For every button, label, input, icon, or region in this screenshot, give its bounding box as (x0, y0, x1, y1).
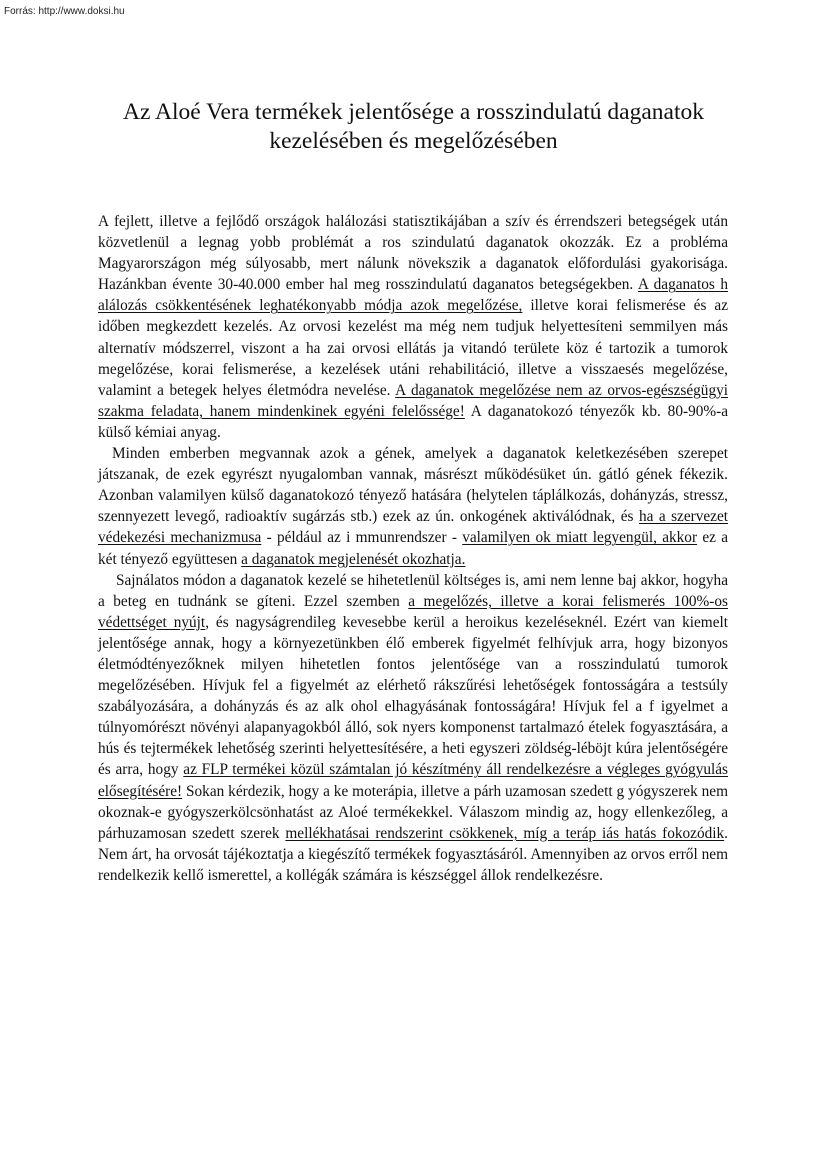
text-run: A fejlett, illetve a fejlődő országok halálozási statisztikájában a szív és érrendszeri betegségek után közvetlenül a legnag yobb problémát a ros szindulatú daganatok okozzák. Ez a probléma Magyarországon még súlyosabb, mert nálunk növekszik a daganatok előfordulási gyakorisága. Hazánkban évente 30-40.000 ember hal meg rosszindulatú daganatos betegségekben. (98, 213, 728, 294)
underlined-text: a megelőzés, illetve a korai felismerés 100%-os védettséget nyújt (98, 592, 728, 631)
text-run: - például az i mmunrendszer - (261, 529, 463, 547)
title-line-1: Az Aloé Vera termékek jelentősége a rosszindulatú daganatok (123, 99, 704, 125)
paragraph-1 (98, 211, 728, 443)
text-run: Sokan kérdezik, hogy a ke moterápia, illetve a párh uzamosan szedett g yógyszerek nem okoznak-e gyógyszerkölcsönhatást az Aloé termékekkel. Válaszom mindig az, hogy ellenkezőleg, a párhuzamosan szedett szerek (98, 782, 728, 842)
article-body (98, 211, 728, 886)
underlined-text: mellékhatásai rendszerint csökkenek, míg a teráp iás hatás fokozódik (285, 824, 725, 842)
underlined-text: A daganatok megelőzése nem az orvos-egészségügyi szakma feladata, hanem mindenkinek egyéni felelőssége! (98, 381, 728, 420)
text-run: , és nagyságrendileg kevesebbe kerül a heroikus kezeléseknél. Ezért van kiemelt jelentősége annak, hogy a környezetünkben élő emberek figyelmét felhívjuk arra, hogy bizonyos életmódtényezőknek milyen hihetetlen fontos jelentősége van a rosszindulatú tumorok megelőzésében. Hívjuk fel a figyelmét az elérhető rákszűrési lehetőségek fontosságára a testsúly szabályozására, a dohányzás és az alk ohol elhagyásának fontosságára! Hívjuk fel a f igyelmet a túlnyomórészt növényi alapanyagokból álló, sok nyers komponenst tartalmazó ételek fogyasztására, a hús és tejtermékek lehetőség szerinti helyettesítésére, a heti egyszeri zöldség-léböjt kúra jelentőségére és arra, hogy (98, 613, 728, 779)
title-line-2: kezelésében és megelőzésében (269, 128, 558, 154)
source-note: Forrás: http://www.doksi.hu (4, 6, 125, 17)
text-run: Minden emberben megvannak azok a gének, amelyek a daganatok keletkezésében szerepet játszanak, de ezek egyrészt nyugalomban vannak, másrészt működésüket ún. gátló gének fékezik. Azonban valamilyen külső daganatokozó tényező hatására (helytelen táplálkozás, dohányzás, stressz, szennyezett levegő, radioaktív sugárzás stb.) ezek az ún. onkogének aktiválódnak, és (98, 445, 728, 526)
underlined-text: ha a szervezet védekezési mechanizmusa (98, 508, 728, 547)
underlined-text: a daganatok megjelenését okozhatja. (241, 550, 466, 568)
paragraph-2 (98, 443, 728, 570)
underlined-text: A daganatos h alálozás csökkentésének leghatékonyabb módja azok megelőzése, (98, 276, 728, 315)
text-run: . Nem árt, ha orvosát tájékoztatja a kiegészítő termékek fogyasztásáról. Amennyiben az orvos erről nem rendelkezik kellő ismerettel, a kollégák számára is készséggel állok rendelkezésre. (98, 824, 728, 884)
text-run: illetve korai felismerése és az időben megkezdett kezelés. Az orvosi kezelést ma még nem tudjuk helyettesíteni semmilyen más alternatív módszerrel, viszont a ha zai orvosi ellátás ja vitandó területe köz é tartozik a tumorok megelőzése, korai felismerése, a kezelések utáni rehabilitáció, illetve a visszaesés megelőzése, valamint a betegek helyes életmódra nevelése. (98, 297, 728, 399)
underlined-text: az FLP termékei közül számtalan jó készítmény áll rendelkezésre a végleges gyógyulás elősegítésére! (98, 761, 728, 800)
underlined-text: valamilyen ok miatt legyengül, akkor (462, 529, 698, 547)
paragraph-3 (98, 570, 728, 886)
text-run: Sajnálatos módon a daganatok kezelé se hihetetlenül költséges is, ami nem lenne baj akkor, hogyha a beteg en tudnánk se gíteni. Ezzel szemben (98, 571, 728, 610)
text-run: A daganatokozó tényezők kb. 80-90%-a külső kémiai anyag. (98, 402, 728, 441)
text-run: ez a két tényező együttesen (98, 529, 729, 568)
page-title (40, 98, 787, 156)
